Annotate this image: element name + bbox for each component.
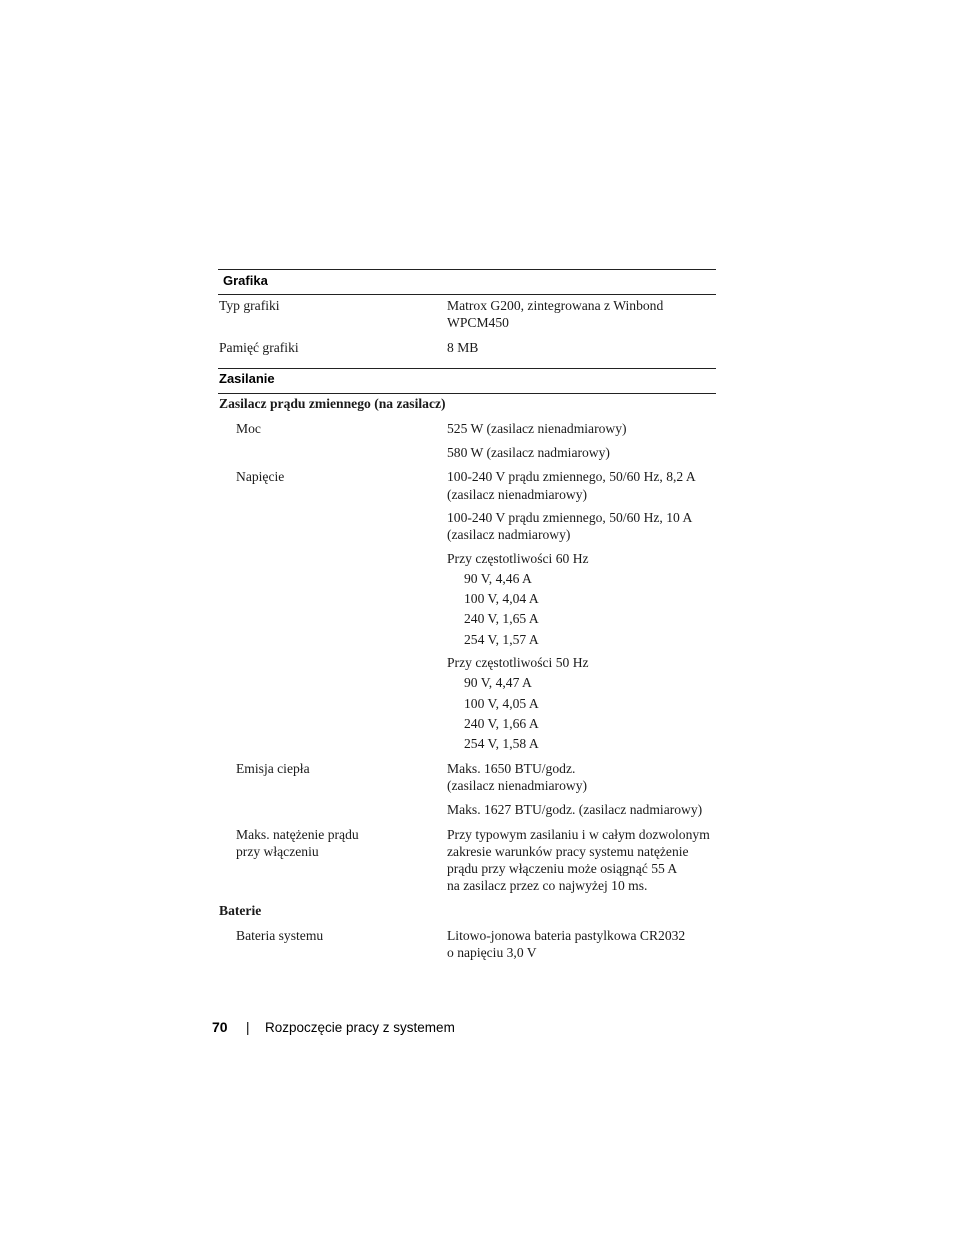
- section-heading-baterie: Baterie: [219, 903, 262, 918]
- freq60-item: 100 V, 4,04 A: [464, 591, 539, 606]
- freq50-item: 100 V, 4,05 A: [464, 696, 539, 711]
- footer-title: Rozpoczęcie pracy z systemem: [265, 1020, 455, 1035]
- prad-value: Przy typowym zasilaniu i w całym dozwolonym: [447, 827, 710, 842]
- subheading-zasilacz: Zasilacz prądu zmiennego (na zasilacz): [219, 396, 446, 411]
- napiecie-value: (zasilacz nienadmiarowy): [447, 487, 588, 502]
- prad-value: zakresie warunków pracy systemu natężenie: [447, 844, 689, 859]
- table-top-rule: [218, 269, 716, 270]
- freq50-label: Przy częstotliwości 50 Hz: [447, 655, 589, 670]
- typ-grafiki-label: Typ grafiki: [219, 298, 280, 313]
- napiecie-value: 100-240 V prądu zmiennego, 50/60 Hz, 10 A: [447, 510, 693, 525]
- prad-value: prądu przy włączeniu może osiągnąć 55 A: [447, 861, 678, 876]
- prad-label: Maks. natężenie prądu: [236, 827, 359, 842]
- freq60-item: 90 V, 4,46 A: [464, 571, 532, 586]
- typ-grafiki-value-line1: Matrox G200, zintegrowana z Winbond: [447, 298, 664, 313]
- emisja-value: Maks. 1650 BTU/godz.: [447, 761, 576, 776]
- moc-value: 525 W (zasilacz nienadmiarowy): [447, 421, 627, 436]
- typ-grafiki-value-line2: WPCM450: [447, 315, 509, 330]
- zasilanie-header-rule: [218, 393, 716, 394]
- bateria-value: o napięciu 3,0 V: [447, 945, 537, 960]
- footer-separator: |: [246, 1020, 250, 1035]
- napiecie-value: (zasilacz nadmiarowy): [447, 527, 571, 542]
- freq60-item: 254 V, 1,57 A: [464, 632, 539, 647]
- section-heading-zasilanie: Zasilanie: [219, 371, 275, 386]
- freq60-item: 240 V, 1,65 A: [464, 611, 539, 626]
- bateria-label: Bateria systemu: [236, 928, 324, 943]
- grafika-header-rule: [218, 294, 716, 295]
- page-number: 70: [212, 1019, 228, 1035]
- pamiec-grafiki-label: Pamięć grafiki: [219, 340, 299, 355]
- bateria-value: Litowo-jonowa bateria pastylkowa CR2032: [447, 928, 686, 943]
- prad-value: na zasilacz przez co najwyżej 10 ms.: [447, 878, 648, 893]
- moc-label: Moc: [236, 421, 261, 436]
- freq60-label: Przy częstotliwości 60 Hz: [447, 551, 589, 566]
- napiecie-value: 100-240 V prądu zmiennego, 50/60 Hz, 8,2 A: [447, 469, 696, 484]
- emisja-value: (zasilacz nienadmiarowy): [447, 778, 588, 793]
- moc-value: 580 W (zasilacz nadmiarowy): [447, 445, 610, 460]
- freq50-item: 240 V, 1,66 A: [464, 716, 539, 731]
- emisja-value: Maks. 1627 BTU/godz. (zasilacz nadmiarowy): [447, 802, 703, 817]
- zasilanie-top-rule: [218, 368, 716, 369]
- freq50-item: 90 V, 4,47 A: [464, 675, 532, 690]
- napiecie-label: Napięcie: [236, 469, 285, 484]
- pamiec-grafiki-value: 8 MB: [447, 340, 479, 355]
- section-heading-grafika: Grafika: [223, 273, 268, 288]
- freq50-item: 254 V, 1,58 A: [464, 736, 539, 751]
- prad-label: przy włączeniu: [236, 844, 319, 859]
- emisja-label: Emisja ciepła: [236, 761, 310, 776]
